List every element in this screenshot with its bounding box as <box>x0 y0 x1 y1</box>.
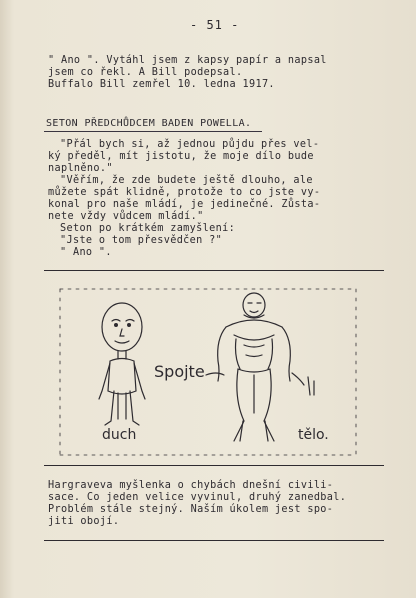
dialog-line: naplněno." <box>48 163 113 174</box>
divider-top <box>44 270 384 271</box>
caption-line: jiti obojí. <box>48 516 120 527</box>
body-figure <box>218 293 291 441</box>
spirit-figure <box>99 303 145 425</box>
intro-line: Buffalo Bill zemřel 10. ledna 1917. <box>48 79 275 90</box>
word-spirit: duch <box>102 427 137 443</box>
intro-line: jsem co řekl. A Bill podepsal. <box>48 67 243 78</box>
dialog-line: "Přál bych si, až jednou půjdu přes vel- <box>60 139 320 150</box>
illustration <box>56 283 362 461</box>
page-number: - 51 - <box>190 18 240 32</box>
dialog-line: " Ano ". <box>60 247 112 258</box>
illustration-svg <box>56 283 362 461</box>
dialog-line: Seton po krátkém zamyšlení: <box>60 223 236 234</box>
caption-line: sace. Co jeden velice vyvinul, druhý zanedbal. <box>48 492 347 503</box>
caption-line: Problém stále stejný. Naším úkolem jest spo- <box>48 504 334 515</box>
divider-middle <box>44 465 384 466</box>
dialog-line: "Jste o tom přesvědčen ?" <box>60 235 223 246</box>
dialog-line: nete vždy vůdcem mládí." <box>48 211 204 222</box>
dialog-line: můžete spát klidně, protože to co jste vy- <box>48 187 321 198</box>
caption-line: Hargraveva myšlenka o chybách dnešní civili- <box>48 480 334 491</box>
word-body: tělo. <box>298 427 329 443</box>
word-join: Spojte <box>154 362 205 381</box>
intro-line: " Ano ". Vytáhl jsem z kapsy papír a napsal <box>48 55 327 66</box>
dialog-line: ký předěl, mít jistotu, že moje dílo bude <box>48 151 314 162</box>
section-title-underline <box>44 131 262 132</box>
section-title: SETON PŘEDCHŮDCEM BADEN POWELLA. <box>46 118 252 129</box>
divider-bottom <box>44 540 384 541</box>
dialog-line: konal pro naše mládí, je jedinečné. Zůsta- <box>48 199 321 210</box>
dialog-line: "Věřím, že zde budete ještě dlouho, ale <box>60 175 313 186</box>
